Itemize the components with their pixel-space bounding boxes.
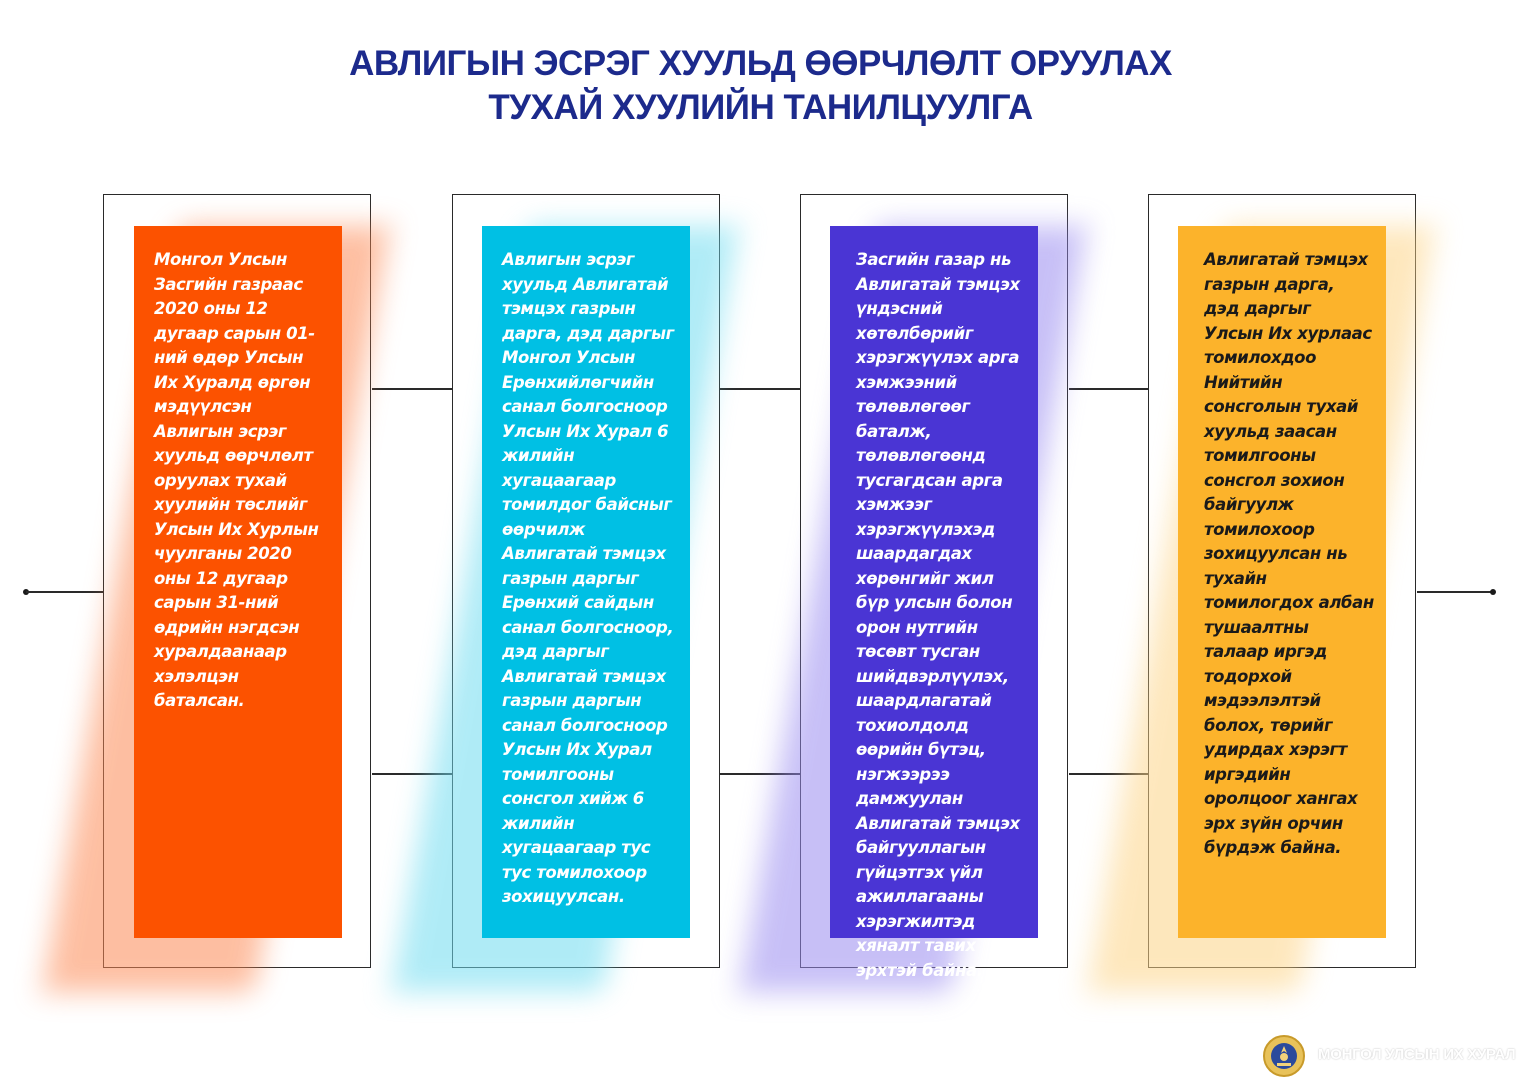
connector-2-3-top [720,388,801,390]
card-cyan [482,226,690,938]
left-connector [26,591,104,593]
page-title [0,42,1521,130]
card-purple [830,226,1038,980]
card-orange [134,226,342,938]
right-end-dot [1490,589,1496,595]
card-4-text: Авлигатай тэмцэх газрын дарга, дэд даргыг Улсын Их хурлаас томилохдоо Нийтийн сонсголын тухай хуульд заасан томилгооны сонсгол зохион байгуулж томилохоор зохицуулсан нь тухайн томилогдох албан тушаалтны талаар иргэд тодорхой мэдээлэлтэй болох, төрийг удирдах хэрэгт иргэдийн оролцоог хангах эрх зүйн орчин бүрдэж байна. [1204,250,1374,857]
card-yellow [1178,226,1386,938]
title-line-1: АВЛИГЫН ЭСРЭГ ХУУЛЬД ӨӨРЧЛӨЛТ ОРУУЛАХ [349,44,1172,83]
right-connector [1417,591,1493,593]
card-2-text: Авлигын эсрэг хуульд Авлигатай тэмцэх газрын дарга, дэд даргыг Монгол Улсын Ерөнхийлөгчийн санал болгосноор Улсын Их Хурал 6 жилийн хугацаагаар томилдог байсныг өөрчилж Авлигатай тэмцэх газрын даргыг Ерөнхий сайдын санал болгосноор, дэд даргыг Авлигатай тэмцэх газрын даргын санал болгосноор Улсын Их Хурал томилгооны сонсгол хийж 6 жилийн хугацаагаар тус тус томилохоор зохицуулсан. [502,250,674,906]
footer-org-name: МОНГОЛ УЛСЫН ИХ ХУРАЛ [1318,1046,1516,1063]
card-3-text: Засгийн газар нь Авлигатай тэмцэх үндэсний хөтөлбөрийг хэрэгжүүлэх арга хэмжээний төлөвлөгөөг баталж, төлөвлөгөөнд тусгагдсан арга хэмжээг хэрэгжүүлэхэд шаардагдах хөрөнгийг жил бүр улсын болон орон нутгийн төсөвт тусган шийдвэрлүүлэх, шаардлагатай тохиолдолд өөрийн бүтэц, нэгжээрээ дамжуулан Авлигатай тэмцэх байгууллагын гүйцэтгэх үйл ажиллагааны хэрэгжилтэд хяналт тавих эрхтэй байна. [856,250,1020,980]
title-line-2: ТУХАЙ ХУУЛИЙН ТАНИЛЦУУЛГА [488,88,1033,127]
connector-3-4-top [1069,388,1150,390]
parliament-emblem-icon [1262,1034,1306,1078]
card-1-text: Монгол Улсын Засгийн газраас 2020 оны 12 дугаар сарын 01-ний өдөр Улсын Их Хуралд өргөн мэдүүлсэн Авлигын эсрэг хуульд өөрчлөлт оруулах тухай хуулийн төслийг Улсын Их Хурлын чуулганы 2020 оны 12 дугаар сарын 31-ний өдрийн нэгдсэн хуралдаанаар хэлэлцэн баталсан. [154,250,319,710]
connector-1-2-top [372,388,453,390]
